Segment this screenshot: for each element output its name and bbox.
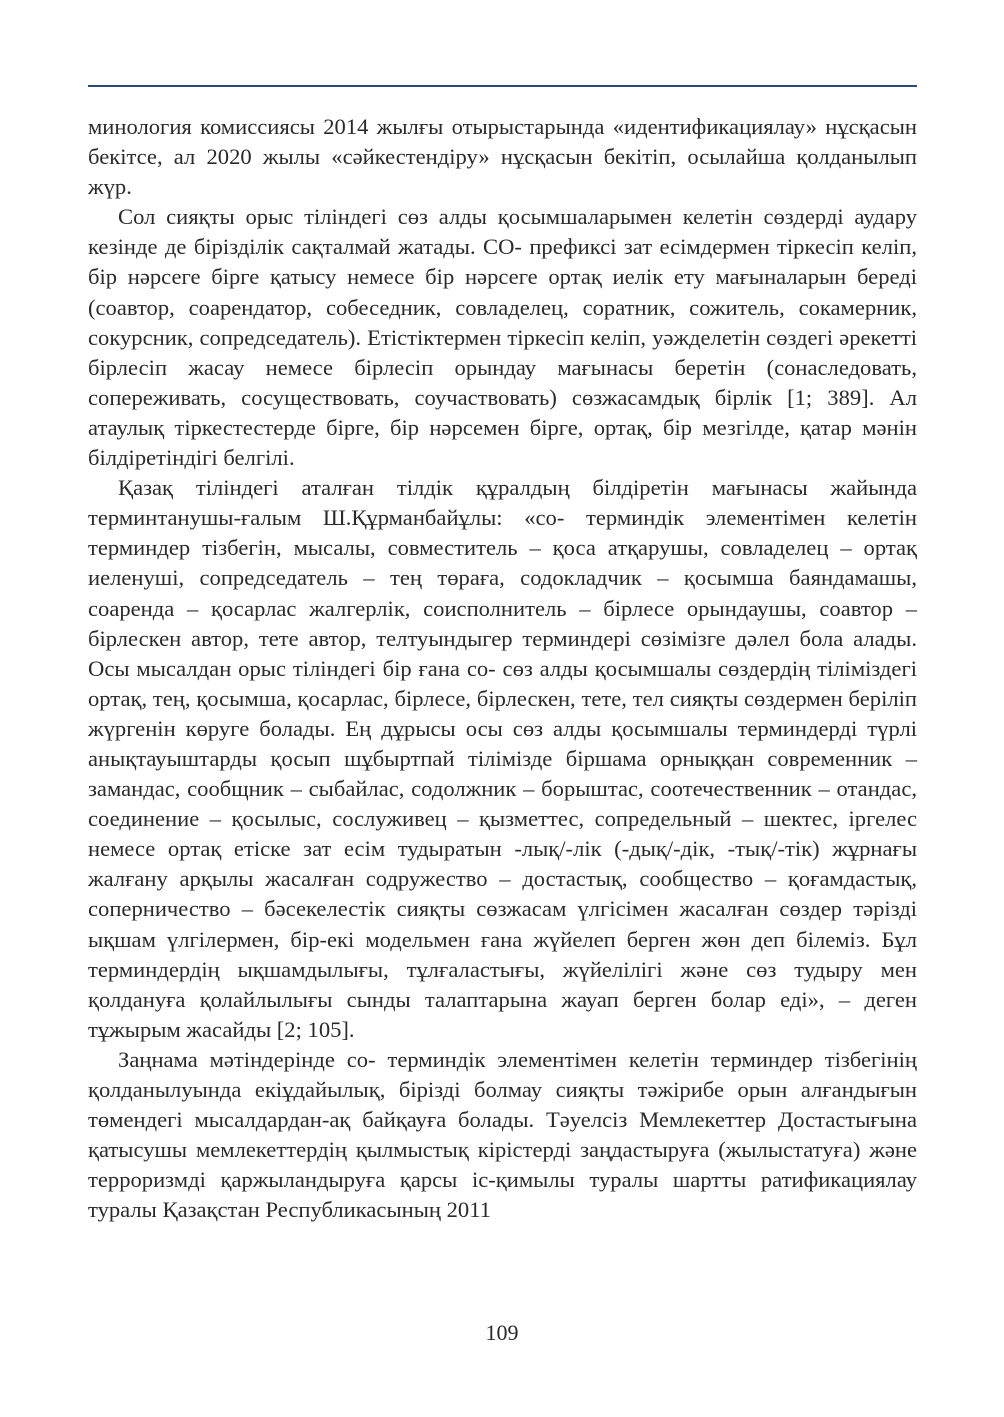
- paragraph: Сол сияқты орыс тіліндегі сөз алды қосымшаларымен келетін сөздерді аудару кезінде де бірізділік сақталмай жатады. СО- префиксі зат есімдермен тіркесіп келіп, бір нәрсеге бірге қатысу немесе бір нәрсеге ортақ иелік ету мағыналарын береді (соавтор, соарендатор, собеседник, совладелец, соратник, сожитель, сокамерник, сокурсник, сопредседатель). Етістіктермен тіркесіп келіп, уәжделетін сөздегі әрекетті бірлесіп жасау немесе бірлесіп орындау мағынасы беретін (сонаследовать, сопереживать, сосуществовать, соучаствовать) сөзжасамдық бірлік [1; 389]. Ал атаулық тіркестестерде бірге, бір нәрсемен бірге, ортақ, бір мезгілде, қатар мәнін білдіретіндігі белгілі.: [88, 204, 917, 471]
- page-number: 109: [485, 1320, 519, 1345]
- body-text: [88, 112, 917, 1225]
- paragraph: Заңнама мәтіндерінде со- терминдік элементімен келетін терминдер тізбегінің қолданылуында екіұдайылық, бірізді болмау сияқты тәжірибе орын алғандығын төмендегі мысалдардан-ақ байқауға болады. Тәуелсіз Мемлекеттер Достастығына қатысушы мемлекеттердің қылмыстық кірістерді заңдастыруға (жылыстатуға) және терроризмді қаржыландыруға қарсы іс-қимылы туралы шартты ратификациялау туралы Қазақстан Республикасының 2011: [88, 1046, 917, 1223]
- paragraph: Қазақ тіліндегі аталған тілдік құралдың білдіретін мағынасы жайында терминтанушы-ғалым Ш.Құрманбайұлы: «со- терминдік элементімен келетін терминдер тізбегін, мысалы, совместитель – қоса атқарушы, совладелец – ортақ иеленуші, сопредседатель – тең төраға, содокладчик – қосымша баяндамашы, соаренда – қосарлас жалгерлік, соисполнитель – бірлесе орындаушы, соавтор – бірлескен автор, тете автор, телтуындыгер терминдері сөзімізге дәлел бола алады. Осы мысалдан орыс тіліндегі бір ғана со- сөз алды қосымшалы сөздердің тіліміздегі ортақ, тең, қосымша, қосарлас, бірлесе, бірлескен, тете, тел сияқты сөздермен беріліп жүргенін көруге болады. Ең дұрысы осы сөз алды қосымшалы терминдерді түрлі анықтауыштарды қосып шұбыртпай тілімізде біршама орныққан современник – замандас, сообщник – сыбайлас, содолжник – борыштас, соотечественник – отандас, соединение – қосылыс, сослуживец – қызметтес, сопредельный – шектес, іргелес немесе ортақ етіске зат есім тудыратын -лық/-лік (-дық/-дік, -тық/-тік) жұрнағы жалғану арқылы жасалған содружество – достастық, сообщество – қоғамдастық, соперничество – бәсекелестік сияқты сөзжасам үлгісімен жасалған сөздер тәрізді ықшам үлгілермен, бір-екі модельмен ғана жүйелеп берген жөн деп білеміз. Бұл терминдердің ықшамдылығы, тұлғаластығы, жүйелілігі және сөз тудыру мен қолдануға қолайлылығы сынды талаптарына жауап берген болар еді», – деген тұжырым жасайды [2; 105].: [88, 475, 917, 1042]
- paragraph-continued: минология комиссиясы 2014 жылғы отырыстарында «идентификациялау» нұсқасын бекітсе, ал 2020 жылы «сәйкестендіру» нұсқасын бекітіп, осылайша қолданылып жүр.: [88, 114, 917, 200]
- header-rule: [88, 85, 917, 87]
